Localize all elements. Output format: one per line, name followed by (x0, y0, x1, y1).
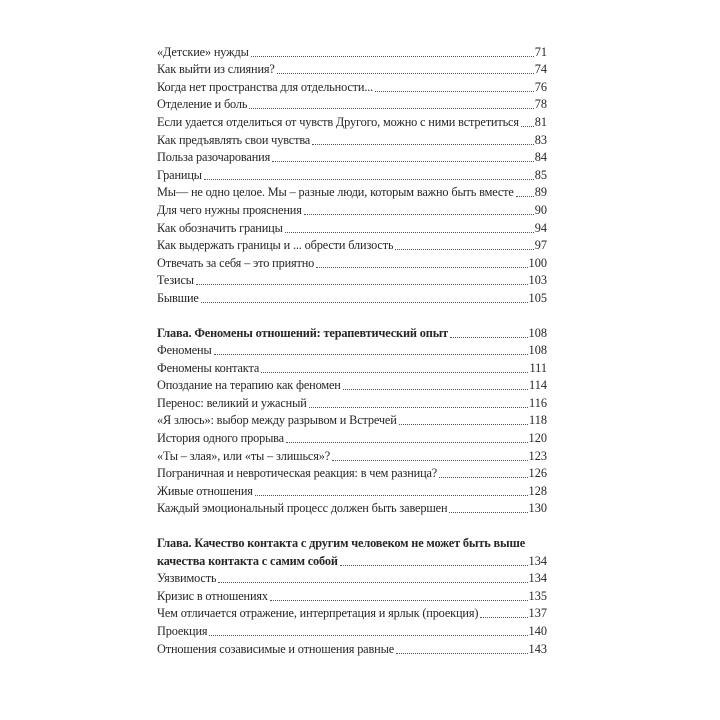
dot-leader (261, 372, 528, 373)
toc-entry-title: Для чего нужны прояснения (157, 202, 302, 217)
toc-row (157, 376, 547, 394)
toc-entry-page: 116 (529, 395, 547, 410)
toc-row (157, 464, 547, 482)
toc-entry-page: 84 (534, 150, 547, 165)
toc-entry-page: 108 (528, 325, 547, 340)
toc-entry-page: 103 (528, 273, 547, 288)
dot-leader (439, 477, 527, 478)
dot-leader (343, 389, 528, 390)
toc-entry-page: 135 (528, 588, 547, 603)
toc-entry-page: 83 (534, 132, 547, 147)
dot-leader (255, 495, 528, 496)
toc-row (157, 533, 547, 551)
toc-row (157, 95, 547, 113)
toc-entry-page: 78 (534, 97, 547, 112)
toc-row (157, 130, 547, 148)
toc-entry-page: 134 (528, 553, 547, 568)
toc-entry-title: Феномены контакта (157, 360, 260, 375)
dot-leader (480, 617, 527, 618)
toc-row (157, 411, 547, 429)
toc-row (157, 393, 547, 411)
toc-entry-title: Бывшие (157, 290, 199, 305)
toc-entry-title: «Ты – злая», или «ты – злишься»? (157, 448, 331, 463)
toc-entry-page: 97 (534, 238, 547, 253)
dot-leader (270, 600, 528, 601)
toc-entry-title: «Детские» нужды (157, 44, 249, 59)
toc-row (157, 288, 547, 306)
toc-row (157, 60, 547, 78)
toc-entry-page: 118 (529, 413, 547, 428)
toc-row (157, 358, 547, 376)
toc-entry-page: 134 (528, 571, 547, 586)
toc-entry-page: 90 (534, 202, 547, 217)
toc-entry-page: 74 (534, 62, 547, 77)
dot-leader (214, 354, 528, 355)
toc-entry-title: Как выйти из слияния? (157, 62, 275, 77)
toc-entry-title: «Я злюсь»: выбор между разрывом и Встречей (157, 413, 397, 428)
toc-entry-title: Каждый эмоциональный процесс должен быть завершен (157, 501, 448, 516)
toc-entry-page: 114 (529, 378, 547, 393)
toc-entry-title: Когда нет пространства для отдельности... (157, 79, 374, 94)
toc-entry-page: 100 (528, 255, 547, 270)
toc-row (157, 604, 547, 622)
toc-entry-title: Проекция (157, 624, 208, 638)
toc-entry-title: Пограничная и невротическая реакция: в чем разница? (157, 466, 438, 481)
toc-row (157, 428, 547, 446)
toc-row (157, 200, 547, 218)
dot-leader (272, 161, 534, 162)
toc-entry-page: 130 (528, 501, 547, 516)
dot-leader (396, 653, 528, 654)
toc-section (157, 42, 547, 306)
dot-leader (304, 214, 534, 215)
dot-leader (332, 460, 528, 461)
toc-entry-title: Как выдержать границы и ... обрести близость (157, 238, 394, 253)
dot-leader (201, 302, 528, 303)
toc-entry-page: 81 (534, 114, 547, 129)
toc-row (157, 165, 547, 183)
toc-entry-title: Кризис в отношениях (157, 588, 268, 603)
toc-entry-page: 140 (528, 624, 547, 638)
toc-entry-title: Как предъявлять свои чувства (157, 132, 311, 147)
toc-entry-page: 105 (528, 290, 547, 305)
toc-entry-page: 143 (528, 641, 547, 656)
toc-entry-title: Отношения созависимые и отношения равные (157, 641, 395, 656)
toc-row (157, 148, 547, 166)
toc-entry-title: Как обозначить границы (157, 220, 283, 235)
toc-row (157, 253, 547, 271)
toc-entry-title: Отвечать за себя – это приятно (157, 255, 315, 270)
dot-leader (251, 56, 534, 57)
toc-row (157, 499, 547, 517)
toc-entry-page: 108 (528, 343, 547, 358)
dot-leader (209, 635, 527, 636)
dot-leader (204, 179, 534, 180)
toc-entry-page: 111 (529, 360, 547, 375)
dot-leader (312, 144, 534, 145)
dot-leader (218, 582, 527, 583)
toc-entry-title: Перенос: великий и ужасный (157, 395, 307, 410)
toc-entry-page: 76 (534, 79, 547, 94)
toc-row (157, 183, 547, 201)
toc-entry-title: качества контакта с самим собой (157, 553, 338, 568)
toc-row (157, 341, 547, 359)
toc-entry-title: Уязвимость (157, 571, 217, 586)
dot-leader (375, 91, 534, 92)
toc-entry-title: История одного прорыва (157, 431, 284, 446)
toc-entry-title: Чем отличается отражение, интерпретация и ярлык (проекция) (157, 606, 479, 621)
dot-leader (309, 407, 528, 408)
toc-entry-title: Если удается отделиться от чувств Другого, можно с ними встретиться (157, 114, 519, 129)
toc-entry-title: Феномены (157, 343, 212, 358)
dot-leader (340, 565, 528, 566)
toc-entry-title: Глава. Качество контакта с другим человеком не может быть выше (157, 536, 526, 551)
toc-row (157, 569, 547, 587)
dot-leader (316, 267, 527, 268)
toc-row (157, 621, 547, 639)
dot-leader (399, 424, 528, 425)
toc-row (157, 481, 547, 499)
toc-section (157, 323, 547, 517)
toc-row (157, 112, 547, 130)
toc-entry-title: Глава. Феномены отношений: терапевтический опыт (157, 325, 449, 340)
toc-entry-title: Опоздание на терапию как феномен (157, 378, 341, 393)
toc-row (157, 639, 547, 657)
dot-leader (285, 232, 534, 233)
toc-entry-page: 94 (534, 220, 547, 235)
toc-entry-title: Живые отношения (157, 483, 253, 498)
toc-row (157, 218, 547, 236)
table-of-contents (157, 42, 547, 657)
dot-leader (196, 284, 528, 285)
toc-entry-page: 120 (528, 431, 547, 446)
toc-row (157, 42, 547, 60)
toc-section (157, 533, 547, 656)
dot-leader (249, 108, 533, 109)
dot-leader (450, 337, 528, 338)
toc-entry-title: Тезисы (157, 273, 194, 288)
dot-leader (286, 442, 528, 443)
toc-row (157, 586, 547, 604)
toc-entry-page: 85 (534, 167, 547, 182)
toc-row (157, 551, 547, 569)
toc-entry-title: Отделение и боль (157, 97, 248, 112)
toc-entry-page: 123 (528, 448, 547, 463)
dot-leader (449, 512, 527, 513)
dot-leader (395, 249, 533, 250)
dot-leader (521, 126, 534, 127)
toc-entry-page: 137 (528, 606, 547, 621)
toc-row (157, 77, 547, 95)
toc-entry-page: 71 (534, 44, 547, 59)
toc-entry-title: Мы— не одно целое. Мы – разные люди, которым важно быть вместе (157, 185, 514, 200)
toc-entry-title: Польза разочарования (157, 150, 271, 165)
toc-row (157, 236, 547, 254)
toc-row (157, 323, 547, 341)
toc-entry-page: 128 (528, 483, 547, 498)
toc-row (157, 446, 547, 464)
toc-entry-title: Границы (157, 167, 202, 182)
toc-entry-page: 126 (528, 466, 547, 481)
dot-leader (277, 73, 534, 74)
toc-entry-page: 89 (534, 185, 547, 200)
toc-row (157, 271, 547, 289)
dot-leader (516, 196, 534, 197)
